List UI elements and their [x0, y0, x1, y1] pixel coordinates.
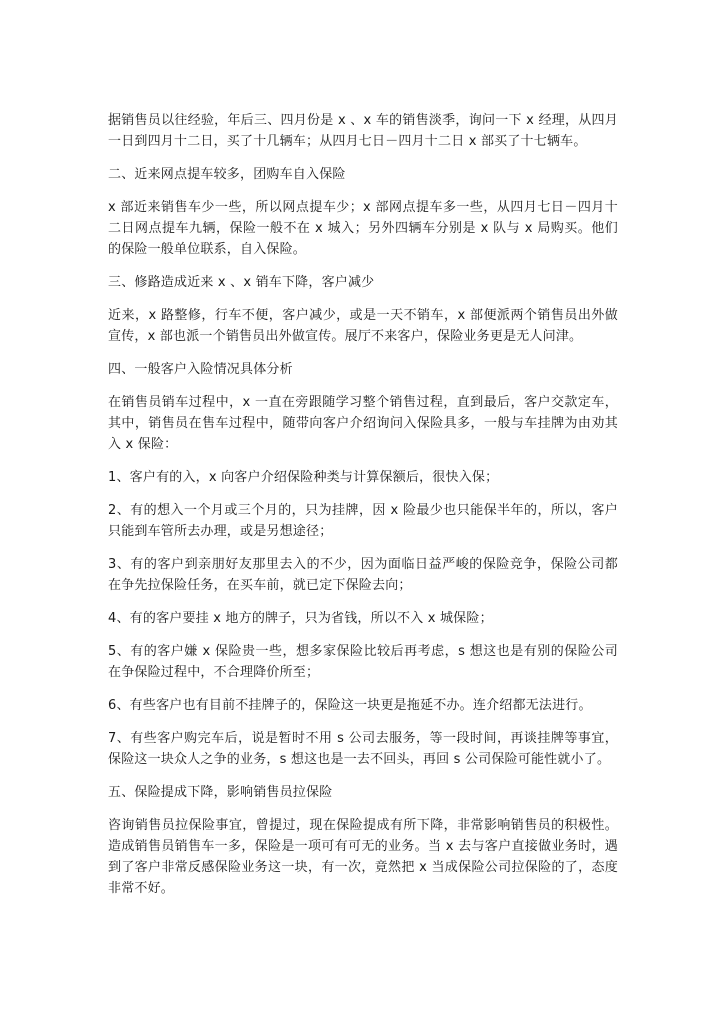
section-heading-5: 五、保险提成下降，影响销售员拉保险 [108, 785, 333, 800]
document-page [108, 110, 618, 911]
paragraph-sales-season: 据销售员以往经验，年后三、四月份是 x 、x 车的销售淡季，询问一下 x 经理，从四月一日到四月十二日，买了十几辆车；从四月七日－四月十二日 x 部买了十七辆车。 [108, 113, 618, 149]
paragraph-customer-analysis: 在销售员销车过程中，x 一直在旁跟随学习整个销售过程，直到最后，客户交款定车，其中，销售员在售车过程中，随带向客户介绍询问入保险具多，一般与车挂牌为由劝其入 x 保险： [108, 395, 618, 452]
section-heading-3: 三、修路造成近来 x 、x 销车下降，客户减少 [108, 275, 375, 290]
list-item-3: 3、有的客户到亲朋好友那里去入的不少，因为面临日益严峻的保险竞争，保险公司都在争先拉保险任务，在买车前，就已定下保险去向； [108, 557, 618, 593]
paragraph-road-repair: 近来，x 路整修，行车不便，客户减少，或是一天不销车，x 部便派两个销售员出外做宣传，x 部也派一个销售员出外做宣传。展厅不来客户，保险业务更是无人问津。 [108, 308, 618, 344]
list-item-5: 5、有的客户嫌 x 保险贵一些，想多家保险比较后再考虑，s 想这也是有别的保险公司在争保险过程中，不合理降价所至； [108, 644, 618, 680]
paragraph-network-pickup: x 部近来销售车少一些，所以网点提车少；x 部网点提车多一些，从四月七日－四月十二日网点提车九辆，保险一般不在 x 城入；另外四辆车分别是 x 队与 x 局购买。他们的保险一般单位联系，自入保险。 [108, 200, 618, 257]
paragraph-commission: 咨询销售员拉保险事宜，曾提过，现在保险提成有所下降，非常影响销售员的积极性。造成销售员销售车一多，保险是一项可有可无的业务。当 x 去与客户直接做业务时，遇到了客户非常反感保险业务这一块，有一次，竟然把 x 当成保险公司拉保险的了，态度非常不好。 [108, 818, 618, 896]
section-heading-4: 四、一般客户入险情况具体分析 [108, 362, 293, 377]
list-item-7: 7、有些客户购完车后，说是暂时不用 s 公司去服务，等一段时间，再谈挂牌等事宜，保险这一块众人之争的业务，s 想这也是一去不回头，再回 s 公司保险可能性就小了。 [108, 731, 618, 767]
list-item-1: 1、客户有的入，x 向客户介绍保险种类与计算保额后，很快入保； [108, 470, 499, 485]
list-item-4: 4、有的客户要挂 x 地方的牌子，只为省钱，所以不入 x 城保险； [108, 611, 493, 626]
section-heading-2: 二、近来网点提车较多，团购车自入保险 [108, 167, 346, 182]
list-item-6: 6、有些客户也有目前不挂牌子的，保险这一块更是拖延不办。连介绍都无法进行。 [108, 698, 592, 713]
list-item-2: 2、有的想入一个月或三个月的，只为挂牌，因 x 险最少也只能保半年的，所以，客户只能到车管所去办理，或是另想途径； [108, 503, 618, 539]
